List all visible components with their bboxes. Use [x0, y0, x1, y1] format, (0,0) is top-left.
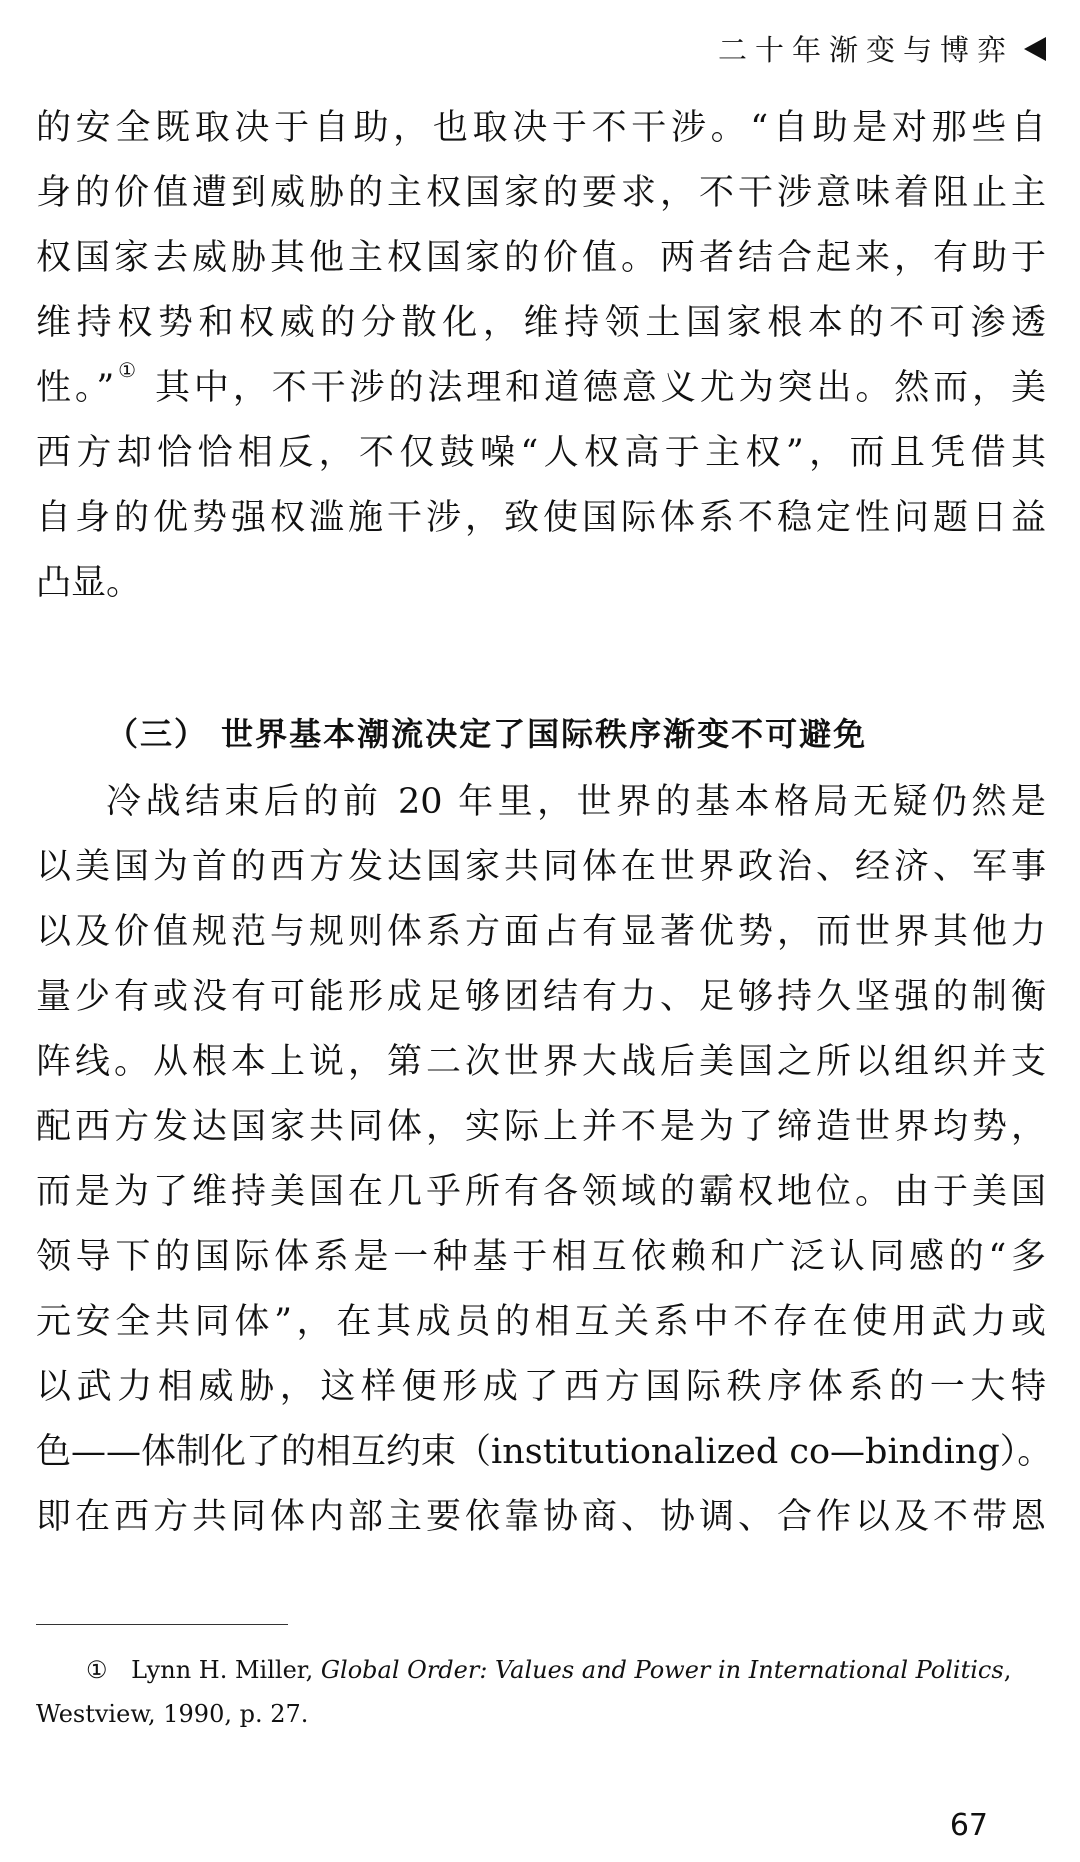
section-heading: （三） 世界基本潮流决定了国际秩序渐变不可避免	[106, 715, 868, 753]
paragraph-1-line-8: 凸显。	[36, 563, 142, 603]
paragraph-2	[36, 770, 1053, 1550]
left-triangle-icon	[1024, 37, 1046, 61]
line-5-start: 性。”	[36, 368, 115, 408]
paragraph-2-line-2: 以美国为首的西方发达国家共同体在世界政治、经济、军事	[36, 847, 1046, 887]
footnote-line-2: Westview, 1990, p. 27.	[36, 1700, 309, 1728]
paragraph-2-line-7: 而是为了维持美国在几乎所有各领域的霸权地位。由于美国	[36, 1172, 1046, 1212]
footnote-title: Global Order: Values and Power in International Politics	[320, 1656, 1004, 1684]
footnote	[36, 1648, 1046, 1736]
page-number: 67	[949, 1808, 988, 1843]
footnote-line-1	[36, 1648, 1046, 1692]
paragraph-2-line-8: 领导下的国际体系是一种基于相互依赖和广泛认同感的“多	[36, 1237, 1046, 1277]
paragraph-1-line-1: 的安全既取决于自助，也取决于不干涉。“自助是对那些自	[36, 108, 1046, 148]
paragraph-1	[36, 96, 1046, 616]
running-head-title: 二十年渐变与博弈	[717, 33, 1014, 67]
running-head	[718, 28, 1046, 69]
line-5-end: 其中，不干涉的法理和道德意义尤为突出。然而，美	[139, 368, 1046, 408]
footnote-divider	[36, 1624, 288, 1625]
paragraph-1-line-5	[36, 356, 1046, 421]
paragraph-2-line-9: 元安全共同体”，在其成员的相互关系中不存在使用武力或	[36, 1302, 1046, 1342]
paragraph-2-line-12: 即在西方共同体内部主要依靠协商、协调、合作以及不带恩	[36, 1497, 1046, 1537]
paragraph-2-line-1: 冷战结束后的前 20 年里，世界的基本格局无疑仍然是	[106, 782, 1046, 822]
paragraph-1-line-7: 自身的优势强权滥施干涉，致使国际体系不稳定性问题日益	[36, 498, 1046, 538]
paragraph-2-line-5: 阵线。从根本上说，第二次世界大战后美国之所以组织并支	[36, 1042, 1046, 1082]
paragraph-2-line-10: 以武力相威胁，这样便形成了西方国际秩序体系的一大特	[36, 1367, 1046, 1407]
footnote-title-comma: ,	[1003, 1656, 1012, 1684]
footnote-reference[interactable]: ①	[114, 358, 140, 382]
paragraph-1-line-6: 西方却恰恰相反，不仅鼓噪“人权高于主权”，而且凭借其	[36, 433, 1046, 473]
paragraph-1-line-2: 身的价值遭到威胁的主权国家的要求，不干涉意味着阻止主	[36, 173, 1046, 213]
footnote-author: Lynn H. Miller,	[131, 1656, 314, 1684]
footnote-marker: ①	[86, 1656, 108, 1684]
paragraph-2-line-4: 量少有或没有可能形成足够团结有力、足够持久坚强的制衡	[36, 977, 1046, 1017]
paragraph-1-line-4: 维持权势和权威的分散化，维持领土国家根本的不可渗透	[36, 303, 1046, 343]
paragraph-2-line-3: 以及价值规范与规则体系方面占有显著优势，而世界其他力	[36, 912, 1046, 952]
paragraph-1-line-3: 权国家去威胁其他主权国家的价值。两者结合起来，有助于	[36, 238, 1046, 278]
paragraph-2-line-11: 色——体制化了的相互约束（institutionalized co—binding）。	[36, 1432, 1053, 1472]
paragraph-2-line-6: 配西方发达国家共同体，实际上并不是为了缔造世界均势，	[36, 1107, 1046, 1147]
